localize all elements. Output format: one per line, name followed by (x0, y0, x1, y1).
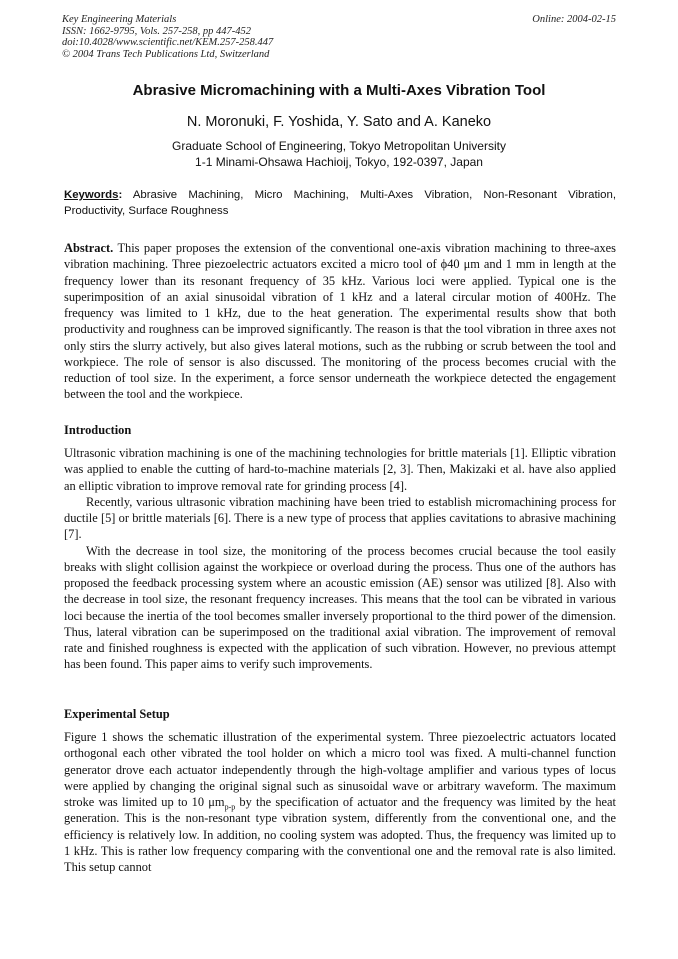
copyright-line: © 2004 Trans Tech Publications Ltd, Switzerland (62, 48, 270, 60)
keywords-colon: : (118, 189, 123, 201)
setup-text-b: by the specification of actuator and the frequency was limited by the heat generation. This is the non-resonant type vibration system, differently from the conventional one, and the efficiency is relatively low. In addition, no cooling system was adopted. Thus, the frequency was limited up to 1 kHz. This is rather low frequency comparing with the conventional one and the removal rate is also limited. This setup cannot (64, 795, 616, 874)
doi-line: doi:10.4028/www.scientific.net/KEM.257-258.447 (62, 37, 274, 48)
author-list: N. Moronuki, F. Yoshida, Y. Sato and A. Kaneko (186, 114, 492, 130)
journal-name: Key Engineering Materials (62, 14, 177, 25)
affiliation-line-1: Graduate School of Engineering, Tokyo Metropolitan University (172, 139, 506, 153)
intro-paragraph-1: Ultrasonic vibration machining is one of the machining technologies for brittle materials [1]. Elliptic vibration was applied to enable the cutting of hard-to-machine materials [2, 3]. Then, Makizaki et al. have also applied an elliptic vibration to improve removal rate for grinding process [4]. (64, 446, 616, 493)
keywords-label: Keywords (64, 189, 119, 201)
introduction-heading: Introduction (64, 423, 132, 437)
online-date: Online: 2004-02-15 (532, 14, 616, 25)
issn-line: ISSN: 1662-9795, Vols. 257-258, pp 447-452 (62, 25, 251, 37)
introduction-body (64, 445, 616, 673)
setup-heading: Experimental Setup (64, 707, 170, 721)
intro-paragraph-2: Recently, various ultrasonic vibration machining have been tried to establish micromachining process for ductile [5] or brittle materials [6]. There is a new type of process that applies cavitations to abrasive machining [7]. (64, 494, 616, 542)
setup-body (64, 729, 616, 875)
setup-subscript: p-p (224, 802, 236, 812)
paper-title: Abrasive Micromachining with a Multi-Axes Vibration Tool (132, 82, 546, 99)
setup-text-a: Figure 1 shows the schematic illustration of the experimental system. Three piezoelectric actuators located orthogonal each other vibrated the tool holder on which a micro tool was fixed. A multi-channel function generator drove each actuator independently through the high-voltage amplifier and various types of locus were applied by changing the original signal such as sinusoidal wave or arbitrary waveform. The maximum stroke was limited up to 10 μm (64, 730, 616, 809)
affiliation (0, 138, 678, 170)
keywords-block (64, 188, 616, 219)
keywords-text: Abrasive Machining, Micro Machining, Multi-Axes Vibration, Non-Resonant Vibration, Productivity, Surface Roughness (64, 189, 616, 217)
affiliation-line-2: 1-1 Minami-Ohsawa Hachioij, Tokyo, 192-0397, Japan (195, 155, 483, 169)
setup-paragraph-1 (64, 729, 616, 875)
intro-paragraph-3: With the decrease in tool size, the monitoring of the process becomes crucial because the tool easily breaks with slight collision against the workpiece or overload during the process. Thus one of the authors has proposed the feedback processing system where an acoustic emission (AE) sensor was utilized [8]. Also with the decrease in tool size, the resonant frequency increases. This means that the tool can be vibrated in various loci because the inertia of the tool becomes smaller inversely proportional to the third power of the dimension. Thus, lateral vibration can be superimposed on the traditional axial vibration. The improvement of removal rate and finished roughness is expected with the application of such vibration. However, no previous attempt has been found. This paper aims to verify such improvements. (64, 543, 616, 672)
abstract (64, 240, 616, 403)
abstract-label: Abstract. (64, 241, 114, 255)
journal-header (62, 14, 616, 60)
abstract-text: This paper proposes the extension of the conventional one-axis vibration machining to three-axes vibration machining. Three piezoelectric actuators excited a micro tool of ϕ40 μm and 1 mm in length at the frequency lower than its resonant frequency of 35 kHz. Various loci were applied. Typical one is the superimposition of an axial sinusoidal vibration of 1 kHz and a lateral circular motion of 400Hz. The frequency was limited to 1 kHz, due to the heat generation. The experimental results show that both productivity and roughness can be improved significantly. The reason is that the tool vibration in three axes not only stirs the slurry actively, but also gives lateral motions, such as the rubbing or scrub between the tool and workpiece. The role of sensor is also discussed. The monitoring of the process becomes crucial with the reduction of tool size. In the experiment, a force sensor underneath the workpiece detected the engagement between the tool and the workpiece. (64, 241, 616, 402)
